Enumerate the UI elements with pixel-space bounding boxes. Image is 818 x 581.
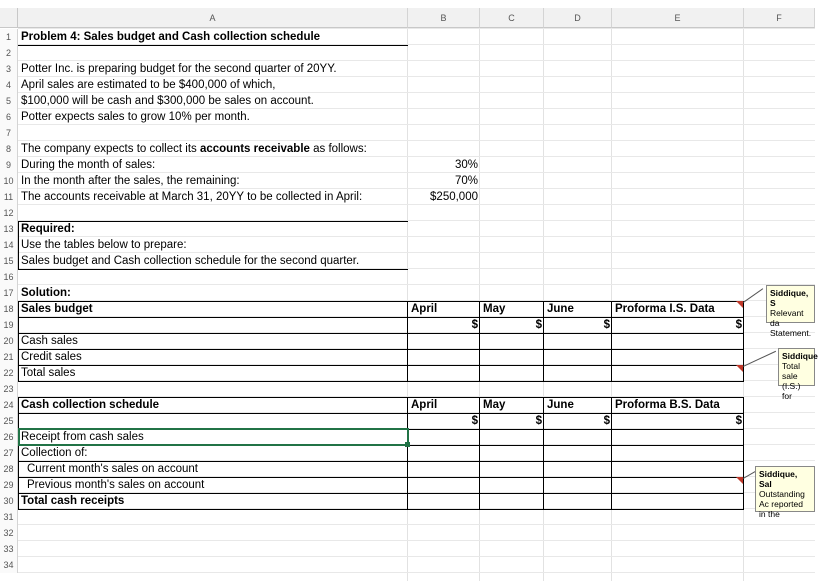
ar-month-of-sales-value[interactable]: 30% <box>454 159 478 171</box>
comment-indicator[interactable] <box>736 477 743 484</box>
intro-line[interactable]: Potter expects sales to grow 10% per month. <box>21 111 250 123</box>
required-top-border <box>18 221 408 222</box>
ar-intro-line[interactable] <box>21 141 367 157</box>
comment-connector <box>743 471 756 479</box>
row-header[interactable]: 22 <box>0 365 18 381</box>
gridline <box>18 524 815 525</box>
comment-text: Total sale (I.S.) for <box>782 361 801 401</box>
currency-symbol[interactable]: $ <box>603 415 610 427</box>
cash-header-april[interactable]: April <box>411 399 438 411</box>
cash-collection-title[interactable]: Cash collection schedule <box>21 399 160 411</box>
select-all-corner[interactable] <box>0 8 18 28</box>
row-header[interactable]: 29 <box>0 477 18 493</box>
row-header[interactable]: 25 <box>0 413 18 429</box>
row-header[interactable]: 9 <box>0 157 18 173</box>
solution-label[interactable]: Solution: <box>21 287 71 299</box>
currency-symbol[interactable]: $ <box>735 415 742 427</box>
sales-row-label[interactable]: Credit sales <box>21 351 82 363</box>
required-bottom-border <box>18 269 408 270</box>
row-header[interactable]: 28 <box>0 461 18 477</box>
row-header[interactable]: 15 <box>0 253 18 269</box>
gridline <box>18 284 815 285</box>
ar-month-after-label[interactable]: In the month after the sales, the remaining: <box>21 175 240 187</box>
intro-line[interactable]: April sales are estimated to be $400,000 of which, <box>21 79 276 91</box>
row-header[interactable]: 30 <box>0 493 18 509</box>
row-header[interactable]: 33 <box>0 541 18 557</box>
comment-author: Siddique <box>782 351 818 361</box>
table-rule <box>18 349 744 350</box>
row-header[interactable]: 32 <box>0 525 18 541</box>
row-header[interactable]: 34 <box>0 557 18 573</box>
table-rule <box>18 493 744 494</box>
intro-line[interactable]: $100,000 will be cash and $300,000 be sales on account. <box>21 95 314 107</box>
sales-header-june[interactable]: June <box>547 303 574 315</box>
table-rule <box>543 301 544 382</box>
comment-note[interactable] <box>778 348 818 401</box>
cash-row-collection-of[interactable]: Collection of: <box>21 447 88 459</box>
row-header[interactable]: 19 <box>0 317 18 333</box>
comment-note[interactable] <box>766 285 815 338</box>
sales-header-april[interactable]: April <box>411 303 438 315</box>
table-rule <box>479 301 480 382</box>
cash-row-previous[interactable]: Previous month's sales on account <box>27 479 205 491</box>
sales-budget-title[interactable]: Sales budget <box>21 303 93 315</box>
title-underline <box>18 45 408 46</box>
fill-handle[interactable] <box>405 442 410 447</box>
comment-author: Siddique, Sal <box>759 469 798 489</box>
required-line[interactable]: Sales budget and Cash collection schedule for the second quarter. <box>21 255 360 267</box>
ar-month-after-value[interactable]: 70% <box>454 175 478 187</box>
currency-symbol[interactable]: $ <box>735 319 742 331</box>
column-header-b[interactable]: B <box>408 8 480 28</box>
row-header[interactable]: 12 <box>0 205 18 221</box>
row-header[interactable]: 7 <box>0 125 18 141</box>
row-header[interactable]: 14 <box>0 237 18 253</box>
row-header[interactable]: 13 <box>0 221 18 237</box>
sales-header-may[interactable]: May <box>483 303 506 315</box>
currency-symbol[interactable]: $ <box>471 415 478 427</box>
ar-intro-pre: The company expects to collect its <box>21 143 200 155</box>
cash-row-receipt[interactable]: Receipt from cash sales <box>21 431 144 443</box>
column-header-c[interactable]: C <box>480 8 544 28</box>
row-header[interactable]: 8 <box>0 141 18 157</box>
table-rule <box>18 333 744 334</box>
cash-header-june[interactable]: June <box>547 399 574 411</box>
cash-header-may[interactable]: May <box>483 399 506 411</box>
cash-row-current[interactable]: Current month's sales on account <box>27 463 198 475</box>
row-header[interactable]: 16 <box>0 269 18 285</box>
ar-intro-bold: accounts receivable <box>199 143 310 155</box>
currency-symbol[interactable]: $ <box>535 415 542 427</box>
ar-intro-post: as follows: <box>309 143 367 155</box>
gridline <box>18 556 815 557</box>
required-left-border <box>18 221 19 269</box>
cash-row-total[interactable]: Total cash receipts <box>21 495 125 507</box>
comment-text: Outstanding Ac reported in the <box>759 489 805 519</box>
table-rule <box>407 301 408 382</box>
row-header[interactable]: 20 <box>0 333 18 349</box>
row-header[interactable]: 3 <box>0 61 18 77</box>
ar-march-value[interactable]: $250,000 <box>430 191 478 203</box>
table-rule <box>611 301 612 382</box>
required-line[interactable]: Use the tables below to prepare: <box>21 239 187 251</box>
row-header[interactable]: 11 <box>0 189 18 205</box>
row-header[interactable]: 27 <box>0 445 18 461</box>
column-header-a[interactable]: A <box>18 8 408 28</box>
row-header[interactable]: 1 <box>0 29 18 45</box>
gridline <box>18 540 815 541</box>
currency-symbol[interactable]: $ <box>471 319 478 331</box>
sales-row-label[interactable]: Total sales <box>21 367 76 379</box>
row-header[interactable]: 17 <box>0 285 18 301</box>
comment-indicator[interactable] <box>736 301 743 308</box>
row-header[interactable]: 31 <box>0 509 18 525</box>
row-header[interactable]: 4 <box>0 77 18 93</box>
row-header[interactable]: 21 <box>0 349 18 365</box>
sheet-title[interactable]: Problem 4: Sales budget and Cash collection schedule <box>21 31 321 43</box>
column-header-f[interactable]: F <box>744 8 815 28</box>
gridline <box>18 572 815 573</box>
required-label[interactable]: Required: <box>21 223 75 235</box>
intro-line[interactable]: Potter Inc. is preparing budget for the second quarter of 20YY. <box>21 63 337 75</box>
currency-symbol[interactable]: $ <box>535 319 542 331</box>
sales-row-label[interactable]: Cash sales <box>21 335 78 347</box>
active-cell-selection[interactable] <box>18 428 409 446</box>
row-header[interactable]: 23 <box>0 381 18 397</box>
cash-header-proforma-bs[interactable]: Proforma B.S. Data <box>615 399 720 411</box>
column-header-e[interactable]: E <box>612 8 744 28</box>
comment-text: Relevant da Statement. <box>770 308 812 338</box>
comment-note[interactable] <box>755 466 815 519</box>
row-header[interactable]: 24 <box>0 397 18 413</box>
comment-author: Siddique, S <box>770 288 809 308</box>
sales-header-proforma-is[interactable]: Proforma I.S. Data <box>615 303 715 315</box>
ar-march-label[interactable]: The accounts receivable at March 31, 20YY to be collected in April: <box>21 191 363 203</box>
currency-symbol[interactable]: $ <box>603 319 610 331</box>
row-header[interactable]: 18 <box>0 301 18 317</box>
row-header[interactable]: 2 <box>0 45 18 61</box>
row-header[interactable]: 26 <box>0 429 18 445</box>
table-rule <box>18 365 744 366</box>
comment-indicator[interactable] <box>736 365 743 372</box>
column-header-d[interactable]: D <box>544 8 612 28</box>
row-header[interactable]: 10 <box>0 173 18 189</box>
row-header[interactable]: 6 <box>0 109 18 125</box>
ar-month-of-sales-label[interactable]: During the month of sales: <box>21 159 156 171</box>
row-header[interactable]: 5 <box>0 93 18 109</box>
